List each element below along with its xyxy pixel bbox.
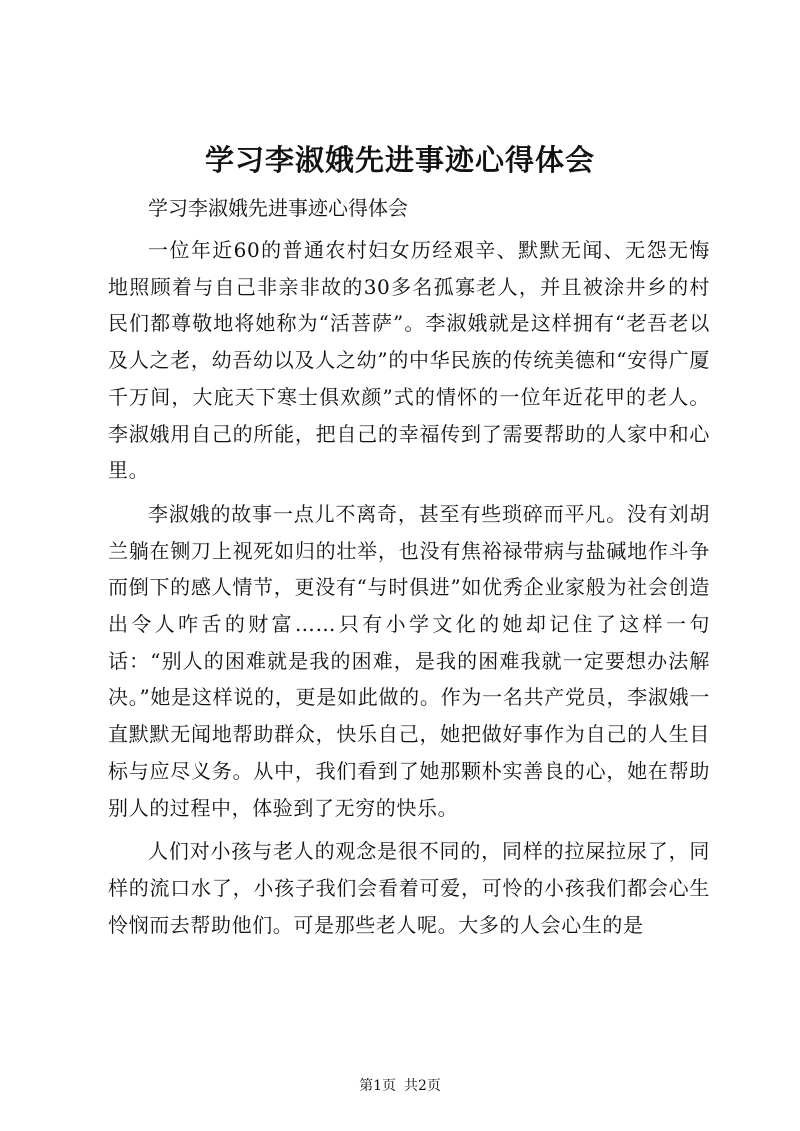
page-total: 共2页 [404,1078,441,1094]
paragraph-2: 李淑娥的故事一点儿不离奇，甚至有些琐碎而平凡。没有刘胡兰躺在铡刀上视死如归的壮举，也没有焦裕禄带病与盐碱地作斗争而倒下的感人情节，更没有“与时俱进”如优秀企业家般为社会创造出令人咋舌的财富……只有小学文化的她却记住了这样一句话：“别人的困难就是我的困难，是我的困难我就一定要想办法解决。”她是这样说的，更是如此做的。作为一名共产党员，李淑娥一直默默无闻地帮助群众，快乐自己，她把做好事作为自己的人生目标与应尽义务。从中，我们看到了她那颗朴实善良的心，她在帮助别人的过程中，体验到了无穷的快乐。 [108,501,710,820]
document-title: 学习李淑娥先进事迹心得体会 [204,143,595,177]
page-number: 第1页 [359,1078,396,1094]
paragraph-1: 一位年近60的普通农村妇女历经艰辛、默默无闻、无怨无悔地照顾着与自己非亲非故的30多名孤寡老人，并且被涂井乡的村民们都尊敬地将她称为“活菩萨”。李淑娥就是这样拥有“老吾老以及人之老，幼吾幼以及人之幼”的中华民族的传统美德和“安得广厦千万间，大庇天下寒士俱欢颜”式的情怀的一位年近花甲的老人。李淑娥用自己的所能，把自己的幸福传到了需要帮助的人家中和心里。 [108,238,710,483]
page-footer [0,1076,800,1096]
paragraph-3: 人们对小孩与老人的观念是很不同的，同样的拉屎拉尿了，同样的流口水了，小孩子我们会看着可爱，可怜的小孩我们都会心生怜悯而去帮助他们。可是那些老人呢。大多的人会心生的是 [108,839,710,937]
document-body [108,232,710,943]
document-subtitle: 学习李淑娥先进事迹心得体会 [148,196,408,220]
